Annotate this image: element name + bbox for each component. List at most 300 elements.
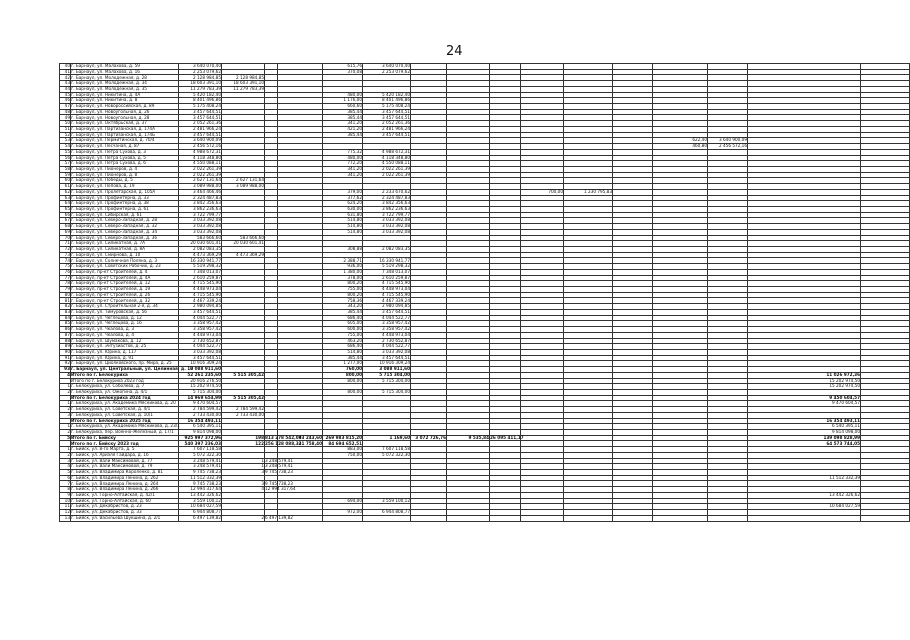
value-cell: 1 169,60 bbox=[363, 435, 411, 441]
value-cell: 3 033 392,08 bbox=[179, 218, 222, 224]
value-cell: 686,40 bbox=[323, 344, 363, 350]
address-cell: г. Бийск, ул. 8-го Марта, д. 5 bbox=[71, 447, 179, 453]
index-cell: 64 bbox=[60, 201, 71, 207]
index-cell: 5 bbox=[60, 435, 71, 441]
value-cell: 883,00 bbox=[323, 447, 363, 453]
value-cell: 4 550 088,11 bbox=[179, 161, 222, 167]
value-cell: 1 176,00 bbox=[323, 98, 363, 104]
index-cell: 88 bbox=[60, 338, 71, 344]
value-cell: 20 030 601,41 bbox=[179, 241, 222, 247]
address-cell: г. Бийск, ул. Горно-Алтайская, д. 60 bbox=[71, 498, 179, 504]
value-cell: 2 456 572,16 bbox=[179, 144, 222, 150]
index-cell: 1 bbox=[60, 401, 71, 407]
address-cell: г. Барнаул, ул. Октябрьская, д. 37 bbox=[71, 121, 179, 127]
value-cell: 4 118 348,80 bbox=[179, 155, 222, 161]
index-cell: 86 bbox=[60, 327, 71, 333]
value-cell: 660,60 bbox=[323, 104, 363, 110]
value-cell: 3 033 392,08 bbox=[363, 349, 411, 355]
value-cell: 3 640 900,09 bbox=[708, 138, 748, 144]
value-cell: 694,00 bbox=[323, 498, 363, 504]
value-cell: 3 559 100,12 bbox=[179, 498, 222, 504]
value-cell: 15 202 974,50 bbox=[748, 384, 861, 390]
address-cell: г. Барнаул, ул. Северо-Западная, д. 28 bbox=[71, 218, 179, 224]
index-cell: 1 bbox=[60, 384, 71, 390]
value-cell bbox=[653, 515, 708, 521]
value-cell: 3 072 726,76 bbox=[411, 435, 447, 441]
value-cell: 12 994 317,64 bbox=[179, 487, 222, 493]
value-cell: 1 380,00 bbox=[323, 269, 363, 275]
value-cell: 6 944 808,77 bbox=[179, 510, 222, 516]
value-cell: 686,40 bbox=[323, 315, 363, 321]
index-cell: 80 bbox=[60, 292, 71, 298]
value-cell: 2 627 131,64 bbox=[179, 178, 222, 184]
value-cell: 2 128 984,85 bbox=[222, 75, 265, 81]
value-cell: 16 354 493,11 bbox=[748, 418, 861, 424]
address-cell: г. Белокуриха, ул. Советская, д. 10/1 bbox=[71, 412, 179, 418]
index-cell: 45 bbox=[60, 92, 71, 98]
value-cell: 4 044 522,77 bbox=[363, 344, 411, 350]
value-cell: 775,32 bbox=[323, 149, 363, 155]
index-cell: 41 bbox=[60, 69, 71, 75]
index-cell: 65 bbox=[60, 206, 71, 212]
value-cell: 6 944 808,77 bbox=[363, 510, 411, 516]
value-cell: 2 456 572,16 bbox=[708, 144, 748, 150]
value-cell: 5 175 408,24 bbox=[363, 104, 411, 110]
address-cell: г. Барнаул, ул. Никитина, д. 8 bbox=[71, 98, 179, 104]
index-cell: 51 bbox=[60, 126, 71, 132]
value-cell: 1 bbox=[222, 464, 265, 470]
value-cell: 3 248 579,41 bbox=[265, 463, 293, 469]
value-cell: 605,00 bbox=[323, 321, 363, 327]
value-cell: 514,80 bbox=[323, 229, 363, 235]
index-cell: 90 bbox=[60, 349, 71, 355]
value-cell: 5 715 304,00 bbox=[179, 389, 222, 395]
address-cell: г. Барнаул, ул. Молодежная, д. 34 bbox=[71, 81, 179, 87]
index-cell: 63 bbox=[60, 195, 71, 201]
index-cell: 81 bbox=[60, 298, 71, 304]
value-cell: 2 784 599,42 bbox=[179, 407, 222, 413]
value-cell: 11 512 332,39 bbox=[179, 475, 222, 481]
value-cell: 3 457 644,51 bbox=[363, 109, 411, 115]
value-cell: 3 457 644,51 bbox=[363, 309, 411, 315]
value-cell bbox=[861, 515, 910, 521]
value-cell: 4 bbox=[222, 487, 265, 493]
index-cell: 7 bbox=[60, 481, 71, 487]
value-cell: 3 bbox=[222, 481, 265, 487]
index-cell: 75 bbox=[60, 264, 71, 270]
value-cell: 10 684 027,59 bbox=[179, 504, 222, 510]
address-cell: г. Барнаул, ул. Новоугольная, д. 26 bbox=[71, 109, 179, 115]
index-cell: 54 bbox=[60, 144, 71, 150]
value-cell: 514,80 bbox=[323, 224, 363, 230]
address-cell: г. Барнаул, ул. Никитина, д. 4А bbox=[71, 92, 179, 98]
index-cell: 62 bbox=[60, 189, 71, 195]
value-cell: 5 072 322,30 bbox=[179, 452, 222, 458]
index-cell: 55 bbox=[60, 149, 71, 155]
value-cell: 9 745 738,23 bbox=[265, 480, 293, 486]
address-cell: Итого по г. Белокуриха 2024 год bbox=[71, 395, 179, 401]
value-cell: 3 033 392,08 bbox=[179, 224, 222, 230]
value-cell: 800,20 bbox=[323, 292, 363, 298]
index-cell: 2 bbox=[60, 389, 71, 395]
value-cell: 750,00 bbox=[323, 452, 363, 458]
value-cell: 514,80 bbox=[323, 218, 363, 224]
value-cell: 5 715 304,00 bbox=[363, 389, 411, 395]
value-cell: 4 448 973,04 bbox=[179, 332, 222, 338]
value-cell: 4 044 522,77 bbox=[179, 344, 222, 350]
value-cell: 308,88 bbox=[323, 247, 363, 253]
value-cell: 3 457 644,51 bbox=[179, 109, 222, 115]
address-cell: г. Барнаул, ул. Чкалова, д. 3 bbox=[71, 327, 179, 333]
value-cell: 2 980 094,85 bbox=[179, 304, 222, 310]
index-cell: 68 bbox=[60, 224, 71, 230]
value-cell: 480,00 bbox=[323, 92, 363, 98]
value-cell: 379,00 bbox=[323, 189, 363, 195]
address-cell: г. Барнаул, ул. Пермитинская, д. 70/4 bbox=[71, 138, 179, 144]
address-cell: г. Барнаул, ул. Шумакова, д. 12 bbox=[71, 338, 179, 344]
value-cell: 2 233 670,62 bbox=[363, 189, 411, 195]
address-cell: Итого по г. Бийску 2023 год bbox=[71, 441, 179, 447]
address-cell: Итого по г. Белокуриха bbox=[71, 372, 179, 378]
value-cell: 122 bbox=[222, 441, 265, 447]
value-cell: 760,00 bbox=[323, 367, 363, 373]
value-cell: 5 515 305,42 bbox=[222, 372, 265, 378]
value-cell: 3 640 900,09 bbox=[179, 138, 222, 144]
address-cell: Итого по г. Белокуриха 2025 год bbox=[71, 418, 179, 424]
value-cell: 4 118 348,80 bbox=[363, 155, 411, 161]
value-cell: 3 559 100,12 bbox=[363, 498, 411, 504]
address-cell: г. Барнаул, ул. Профинтерна, д. 61 bbox=[71, 206, 179, 212]
value-cell: 341,20 bbox=[323, 172, 363, 178]
value-cell: 4 715 545,90 bbox=[179, 281, 222, 287]
value-cell: 2 022 261,39 bbox=[363, 172, 411, 178]
value-cell: 700,00 bbox=[521, 189, 564, 195]
address-cell: г. Барнаул, ул. Профинтерна, д. 33 bbox=[71, 195, 179, 201]
address-cell: г. Бийск, ул. Ариэля Гайдара, д. 16 bbox=[71, 452, 179, 458]
value-cell: 5 175 408,24 bbox=[179, 104, 222, 110]
address-cell: г. Барнаул, ул. Попова, д. 19 bbox=[71, 184, 179, 190]
value-cell: 4 448 973,04 bbox=[363, 332, 411, 338]
index-cell: 69 bbox=[60, 229, 71, 235]
value-cell: 2 128 984,85 bbox=[179, 75, 222, 81]
address-cell: г. Барнаул, ул. Силикатная, д. 8А bbox=[71, 247, 179, 253]
address-cell: г. Барнаул, ул. Песчаная, д. 87 bbox=[71, 144, 179, 150]
value-cell: 2 610 259,87 bbox=[363, 275, 411, 281]
address-cell: г. Барнаул, ул. Тимуровская, д. 56 bbox=[71, 309, 179, 315]
index-cell: 9 bbox=[60, 492, 71, 498]
address-cell: г. Барнаул, ул. Пионеров, д. 8 bbox=[71, 172, 179, 178]
value-cell: 624,20 bbox=[323, 201, 363, 207]
index-cell: 47 bbox=[60, 104, 71, 110]
value-cell: 5 519 298,32 bbox=[363, 264, 411, 270]
value-cell: 13 442 326,62 bbox=[179, 492, 222, 498]
address-cell: г. Барнаул, ул. Молодежная, д. 28 bbox=[71, 75, 179, 81]
value-cell: 2 627 131,64 bbox=[222, 178, 265, 184]
value-cell: 3 457 644,51 bbox=[179, 309, 222, 315]
value-cell: 64 573 744,05 bbox=[748, 441, 861, 447]
value-cell: 15 202 974,50 bbox=[179, 384, 222, 390]
value-cell: 11 512 332,39 bbox=[748, 475, 861, 481]
address-cell: г. Барнаул, ул. Солнечная Поляна, д. 3 bbox=[71, 258, 179, 264]
index-cell: 72 bbox=[60, 247, 71, 253]
value-cell: 14 969 654,99 bbox=[179, 395, 222, 401]
value-cell: 3 088 911,60 bbox=[179, 367, 222, 373]
index-cell: 2 bbox=[60, 430, 71, 436]
value-cell: 7 607 118,58 bbox=[179, 447, 222, 453]
value-cell: 3 248 579,41 bbox=[179, 458, 222, 464]
value-cell: 3 640 070,40 bbox=[179, 64, 222, 70]
value-cell: 6 497 139,82 bbox=[265, 514, 293, 520]
index-cell: 74 bbox=[60, 258, 71, 264]
value-cell: 2 022 261,39 bbox=[363, 166, 411, 172]
value-cell bbox=[708, 515, 748, 521]
address-cell: г. Барнаул, пр-кт Строителей, д. 4А bbox=[71, 275, 179, 281]
value-cell: 3 358 957,42 bbox=[363, 321, 411, 327]
value-cell: 755,00 bbox=[323, 332, 363, 338]
address-cell: г. Бийск, ул. Владимира Короленко, д. 81 bbox=[71, 470, 179, 476]
value-cell: 9 814 098,00 bbox=[179, 430, 222, 436]
address-cell: г. Барнаул, пр-кт Строителей, д. 4 bbox=[71, 269, 179, 275]
index-cell: 77 bbox=[60, 275, 71, 281]
index-cell: 3 bbox=[60, 412, 71, 418]
address-cell: г. Барнаул, ул. Малахова, д. 16 bbox=[71, 69, 179, 75]
index-cell: 43 bbox=[60, 81, 71, 87]
address-cell: г. Бийск, ул. Владимира Ленина, д. 262 bbox=[71, 475, 179, 481]
value-cell: 21 758,40 bbox=[278, 441, 323, 447]
value-cell: 3 248 579,41 bbox=[265, 457, 293, 463]
value-cell: 4 550 088,11 bbox=[363, 161, 411, 167]
value-cell: 3 033 392,08 bbox=[363, 218, 411, 224]
value-cell: 9 745 738,23 bbox=[179, 481, 222, 487]
index-cell: 8 bbox=[60, 487, 71, 493]
value-cell: 480,00 bbox=[323, 155, 363, 161]
value-cell: 9 470 604,57 bbox=[748, 401, 861, 407]
address-cell: г. Барнаул, пр-кт Строителей, д. 32 bbox=[71, 298, 179, 304]
value-cell: 256 128 088,33 bbox=[265, 440, 302, 446]
value-cell: 800,20 bbox=[323, 281, 363, 287]
value-cell: 3 bbox=[222, 470, 265, 476]
index-cell: 61 bbox=[60, 184, 71, 190]
value-cell bbox=[564, 515, 613, 521]
value-cell: 385,44 bbox=[323, 355, 363, 361]
value-cell: 3 033 392,08 bbox=[363, 224, 411, 230]
address-cell: г. Барнаул, ул. Петра Сухова, д. 3 bbox=[71, 149, 179, 155]
value-cell: 600,00 bbox=[323, 327, 363, 333]
value-cell: 622,40 bbox=[653, 138, 708, 144]
value-cell: 4 988 672,31 bbox=[179, 149, 222, 155]
value-cell: 5 420 182,40 bbox=[179, 92, 222, 98]
value-cell: 540 397 236,03 bbox=[179, 441, 222, 447]
index-cell: 73 bbox=[60, 252, 71, 258]
value-cell: 813 278 542,09 bbox=[265, 434, 302, 440]
value-cell: 2 324 487,83 bbox=[179, 195, 222, 201]
value-cell: 20 030 601,41 bbox=[222, 241, 265, 247]
index-cell: 13 bbox=[60, 515, 71, 521]
value-cell: 385,44 bbox=[323, 109, 363, 115]
value-cell: 3 457 644,51 bbox=[363, 132, 411, 138]
address-cell: г. Барнаул, ул. Циолковского, пр. Мира, д. 25 bbox=[71, 361, 179, 367]
value-cell: 2 052 261,36 bbox=[363, 121, 411, 127]
value-cell: 2 022 261,39 bbox=[179, 166, 222, 172]
address-cell: г. Бийск, ул. Горно-Алтайская, д. 42/1 bbox=[71, 492, 179, 498]
value-cell: 10 916 309,24 bbox=[179, 361, 222, 367]
index-cell: 42 bbox=[60, 75, 71, 81]
index-cell: 44 bbox=[60, 86, 71, 92]
address-cell: г. Барнаул, ул. Советских Рабочих, д. 23 bbox=[71, 264, 179, 270]
address-cell: г. Бийск, ул. Вали Максимовой, д. 79 bbox=[71, 464, 179, 470]
value-cell: 3 862 236,63 bbox=[179, 206, 222, 212]
value-cell: 631,80 bbox=[323, 212, 363, 218]
value-cell: 2 610 259,87 bbox=[179, 275, 222, 281]
address-cell: г. Барнаул, ул. Смирнова, д. 10 bbox=[71, 252, 179, 258]
value-cell: 5 715 304,00 bbox=[363, 378, 411, 384]
value-cell: 52 261 235,60 bbox=[179, 372, 222, 378]
value-cell: 2 730 652,87 bbox=[363, 338, 411, 344]
value-cell: 2 bbox=[222, 515, 265, 521]
value-cell: 8 401 496,86 bbox=[179, 98, 222, 104]
index-cell: 53 bbox=[60, 138, 71, 144]
value-cell: 7 348 013,07 bbox=[179, 269, 222, 275]
value-cell: 269 983 815,20 bbox=[323, 435, 363, 441]
address-cell: г. Барнаул, ул. Партизанская, д. 174А bbox=[71, 126, 179, 132]
address-cell: г. Барнаул, ул. Центральный, ул. Целинная, д. 10 bbox=[71, 366, 194, 372]
value-cell: 758,36 bbox=[323, 298, 363, 304]
address-cell: г. Барнаул, пр-кт Строителей, д. 26 bbox=[71, 292, 179, 298]
value-cell: 3 358 957,42 bbox=[179, 321, 222, 327]
value-cell: 26 095 411,17 bbox=[490, 434, 524, 440]
address-cell: Итого по г. Белокуриха 2023 год bbox=[71, 378, 179, 384]
index-cell: 50 bbox=[60, 121, 71, 127]
value-cell: 3 722 799,77 bbox=[179, 212, 222, 218]
value-cell: 5 072 322,30 bbox=[363, 452, 411, 458]
address-cell: г. Барнаул, ул. Силикатная, д. 7А bbox=[71, 241, 179, 247]
address-cell: г. Барнаул, ул. Новороссийская, д. 89 bbox=[71, 104, 179, 110]
index-cell: 49 bbox=[60, 115, 71, 121]
value-cell: 2 730 652,87 bbox=[179, 338, 222, 344]
value-cell: 2 253 079,62 bbox=[363, 69, 411, 75]
index-cell: 57 bbox=[60, 161, 71, 167]
value-cell: 3 248 579,41 bbox=[179, 464, 222, 470]
value-cell: 1 bbox=[222, 458, 265, 464]
address-cell: г. Барнаул, ул. Победы, д. 5 bbox=[71, 178, 179, 184]
value-cell: 16 330 941,77 bbox=[363, 258, 411, 264]
address-cell: г. Бийск, ул. Декабристов, д. 23 bbox=[71, 504, 179, 510]
value-cell: 341,20 bbox=[323, 121, 363, 127]
value-cell: 2 481 966,24 bbox=[363, 126, 411, 132]
value-cell: 6 540 395,11 bbox=[179, 424, 222, 430]
value-cell: 583 666,60 bbox=[179, 235, 222, 241]
value-cell: 16 330 941,77 bbox=[179, 258, 222, 264]
value-cell: 4 715 545,90 bbox=[363, 281, 411, 287]
value-cell: 3 464 466,46 bbox=[179, 189, 222, 195]
index-cell: 58 bbox=[60, 166, 71, 172]
value-cell: 800,00 bbox=[323, 389, 363, 395]
address-cell: г. Белокуриха, ул. Академика Мясникова, д. 23/1 bbox=[71, 423, 180, 429]
value-cell: 3 457 644,51 bbox=[363, 115, 411, 121]
value-cell: 20 916 276,50 bbox=[179, 378, 222, 384]
value-cell: 6 540 395,11 bbox=[748, 424, 861, 430]
value-cell: 3 457 644,51 bbox=[179, 355, 222, 361]
value-cell: 800,00 bbox=[323, 372, 363, 378]
value-cell: 2 082 083,35 bbox=[363, 247, 411, 253]
address-cell: г. Белокуриха, пер. Военно-Железный, д. 17/1 bbox=[71, 430, 179, 436]
value-cell: 3 862 236,63 bbox=[363, 206, 411, 212]
value-cell: 3 842 356,63 bbox=[179, 201, 222, 207]
value-cell: 5 715 304,00 bbox=[363, 372, 411, 378]
address-cell: г. Барнаул, ул. Северо-Западная, д. 36 bbox=[71, 235, 179, 241]
value-cell: 4 988 672,31 bbox=[363, 149, 411, 155]
value-cell: 3 842 356,63 bbox=[363, 201, 411, 207]
value-cell: 343,20 bbox=[323, 304, 363, 310]
address-cell: г. Бийск, ул. Декабристов, д. 33 bbox=[71, 510, 179, 516]
value-cell: 4 467 339,24 bbox=[363, 298, 411, 304]
index-cell: 60 bbox=[60, 178, 71, 184]
index-cell: 6 bbox=[60, 475, 71, 481]
value-cell: 15 202 974,50 bbox=[748, 378, 861, 384]
value-cell: 3 358 957,42 bbox=[363, 327, 411, 333]
value-cell: 370,08 bbox=[323, 69, 363, 75]
value-cell: 6 497 139,82 bbox=[179, 515, 222, 521]
value-cell: 4 715 545,90 bbox=[179, 292, 222, 298]
value-cell: 4 473 369,29 bbox=[222, 252, 265, 258]
value-cell: 4 044 522,77 bbox=[363, 315, 411, 321]
value-cell: 630,00 bbox=[323, 206, 363, 212]
value-cell: 925 997 372,96 bbox=[179, 435, 222, 441]
index-cell: 40 bbox=[60, 64, 71, 70]
index-cell: 67 bbox=[60, 218, 71, 224]
value-cell: 772,20 bbox=[323, 161, 363, 167]
address-cell: г. Барнаул, ул. Строительная 2-я, д. 34 bbox=[71, 304, 179, 310]
address-cell: г. Белокуриха, ул. Академика Мясникова, д. 20 bbox=[71, 401, 179, 407]
value-cell bbox=[748, 515, 861, 521]
address-cell: г. Барнаул, ул. Пионеров, д. 4 bbox=[71, 166, 179, 172]
value-cell: 514,80 bbox=[323, 349, 363, 355]
value-cell: 3 457 644,51 bbox=[179, 132, 222, 138]
value-cell: 3 457 644,51 bbox=[363, 355, 411, 361]
value-cell: 2 052 261,36 bbox=[179, 121, 222, 127]
address-cell: г. Бийск, ул. Вали Максимовой, д. 77 bbox=[71, 458, 179, 464]
address-cell: г. Барнаул, ул. Чкалова, д. 4 bbox=[71, 332, 179, 338]
value-cell: 460,80 bbox=[653, 144, 708, 150]
index-cell: 11 bbox=[60, 504, 71, 510]
address-cell: г. Бийск, ул. Васильева Шукшина, д. 2/1 bbox=[71, 515, 179, 521]
address-cell: г. Белокуриха, ул. Советская, д. 4/1 bbox=[71, 407, 179, 413]
index-cell: 91 bbox=[60, 355, 71, 361]
address-cell: г. Бийск, ул. Владимира Ленина, д. 264 bbox=[71, 481, 179, 487]
address-cell: г. Барнаул, пр-кт Строителей, д. 19 bbox=[71, 287, 179, 293]
value-cell bbox=[323, 515, 363, 521]
index-cell: 66 bbox=[60, 212, 71, 218]
index-cell: 3 bbox=[60, 458, 71, 464]
value-cell: 378,00 bbox=[323, 275, 363, 281]
value-cell: 5 420 182,40 bbox=[363, 92, 411, 98]
index-cell: 1 bbox=[60, 424, 71, 430]
value-cell: 3 089 988,00 bbox=[222, 184, 265, 190]
index-cell: 71 bbox=[60, 241, 71, 247]
value-cell: 3 089 988,00 bbox=[179, 184, 222, 190]
value-cell: 3 457 644,51 bbox=[179, 115, 222, 121]
address-cell: г. Барнаул, ул. Сибирская, д. 61 bbox=[71, 212, 179, 218]
value-cell bbox=[521, 515, 564, 521]
value-cell: 198 bbox=[222, 435, 265, 441]
address-cell: г. Барнаул, ул. Чеглецова, д. 12 bbox=[71, 315, 179, 321]
index-cell: 76 bbox=[60, 269, 71, 275]
value-cell: 4 467 339,24 bbox=[179, 298, 222, 304]
index-cell: 4 bbox=[60, 464, 71, 470]
value-cell: 13 442 326,62 bbox=[748, 492, 861, 498]
value-cell: 4 044 522,77 bbox=[179, 315, 222, 321]
address-cell: г. Барнаул, ул. Юрина, д. 91 bbox=[71, 355, 179, 361]
